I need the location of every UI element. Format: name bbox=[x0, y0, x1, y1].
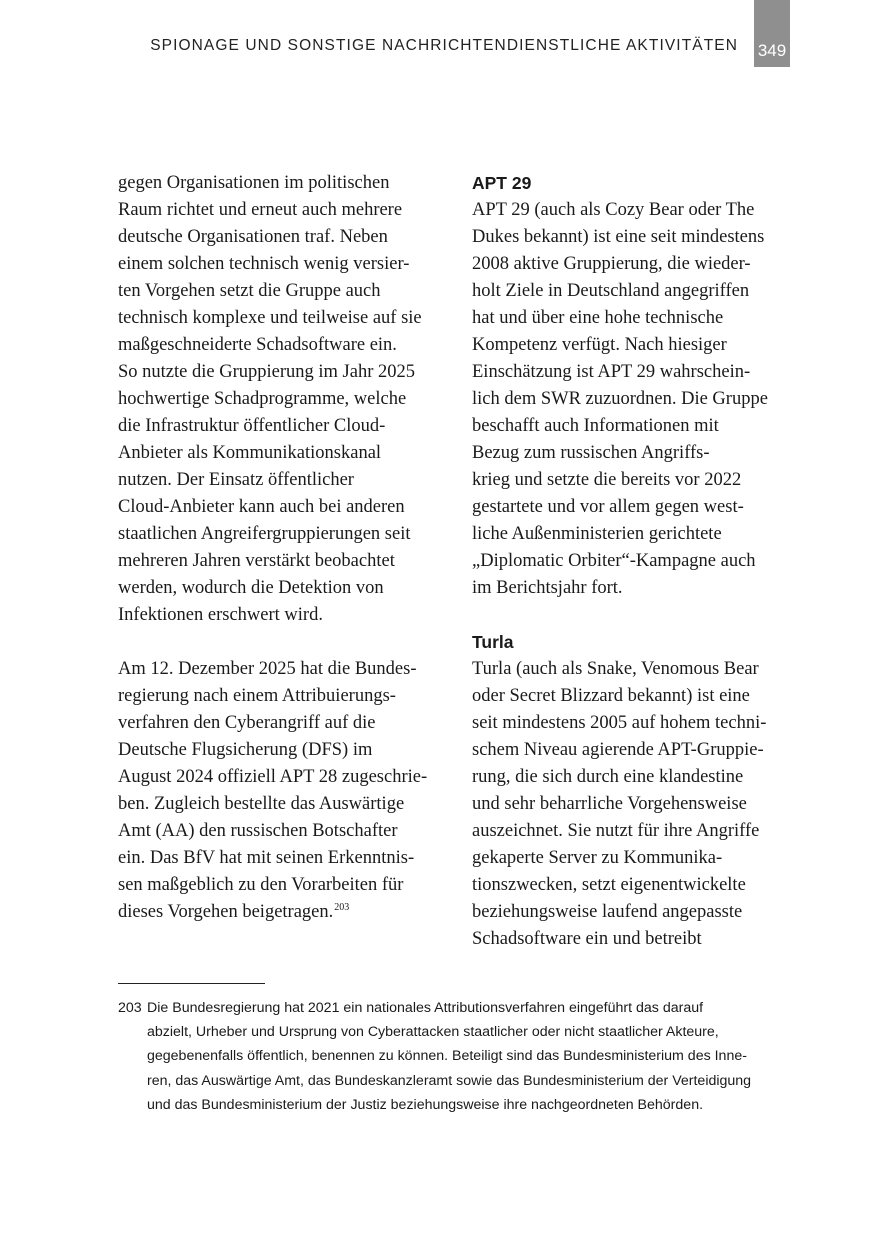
text-line: APT 29 (auch als Cozy Bear oder The bbox=[472, 200, 755, 220]
text-line: gekaperte Server zu Kommunika- bbox=[472, 848, 723, 868]
text-line: im Berichtsjahr fort. bbox=[472, 578, 623, 598]
text-line: krieg und setzte die bereits vor 2022 bbox=[472, 470, 742, 490]
text-line: „Diplomatic Orbiter“-Kampagne auch bbox=[472, 551, 756, 571]
section-heading-apt29: APT 29 bbox=[472, 173, 532, 193]
text-line: deutsche Organisationen traf. Neben bbox=[118, 227, 388, 247]
text-line: Bezug zum russischen Angriffs- bbox=[472, 443, 710, 463]
section-heading-turla: Turla bbox=[472, 632, 514, 652]
paragraph-apt29 bbox=[472, 197, 802, 602]
footnote-line: abzielt, Urheber und Ursprung von Cyberattacken staatlicher oder nicht staatlicher Akteure, bbox=[147, 1024, 719, 1041]
text-line: gestartete und vor allem gegen west- bbox=[472, 497, 744, 517]
paragraph-turla bbox=[472, 656, 802, 953]
left-column bbox=[118, 170, 448, 926]
text-line: beziehungsweise laufend angepasste bbox=[472, 902, 743, 922]
text-line: gegen Organisationen im politischen bbox=[118, 173, 390, 193]
text-line: Infektionen erschwert wird. bbox=[118, 605, 323, 625]
footnote-reference[interactable]: 203 bbox=[334, 902, 350, 913]
text-line: Kompetenz verfügt. Nach hiesiger bbox=[472, 335, 727, 355]
footnote-line: Die Bundesregierung hat 2021 ein nationales Attributionsverfahren eingeführt das darauf bbox=[147, 1000, 704, 1016]
text-line: Deutsche Flugsicherung (DFS) im bbox=[118, 740, 373, 760]
text-line: regierung nach einem Attribuierungs- bbox=[118, 686, 396, 706]
text-line: 2008 aktive Gruppierung, die wieder- bbox=[472, 254, 751, 274]
paragraph-dfs-attribution bbox=[118, 656, 448, 926]
footnote-number: 203 bbox=[118, 1000, 142, 1016]
text-line: und sehr beharrliche Vorgehensweise bbox=[472, 794, 747, 814]
text-line: Turla (auch als Snake, Venomous Bear bbox=[472, 659, 759, 679]
text-line: ten Vorgehen setzt die Gruppe auch bbox=[118, 281, 381, 301]
text-line: auszeichnet. Sie nutzt für ihre Angriffe bbox=[472, 821, 760, 841]
text-line: Anbieter als Kommunikationskanal bbox=[118, 443, 382, 463]
footnote-divider bbox=[118, 983, 265, 984]
text-line: tionszwecken, setzt eigenentwickelte bbox=[472, 875, 746, 895]
text-line: Amt (AA) den russischen Botschafter bbox=[118, 821, 398, 841]
paragraph-spacer bbox=[472, 602, 802, 629]
text-line: verfahren den Cyberangriff auf die bbox=[118, 713, 376, 733]
text-line: Am 12. Dezember 2025 hat die Bundes- bbox=[118, 659, 417, 679]
paragraph-spacer bbox=[118, 629, 448, 656]
text-line: Dukes bekannt) ist eine seit mindestens bbox=[472, 227, 765, 247]
text-line: seit mindestens 2005 auf hohem techni- bbox=[472, 713, 767, 733]
text-line: August 2024 offiziell APT 28 zugeschrie- bbox=[118, 767, 428, 787]
text-line: Raum richtet und erneut auch mehrere bbox=[118, 200, 403, 220]
text-line: Schadsoftware ein und betreibt bbox=[472, 929, 702, 949]
text-line: oder Secret Blizzard bekannt) ist eine bbox=[472, 686, 750, 706]
paragraph-attack-methods bbox=[118, 170, 448, 629]
text-line: staatlichen Angreifergruppierungen seit bbox=[118, 524, 411, 544]
text-line: rung, die sich durch eine klandestine bbox=[472, 767, 744, 787]
footnote-line: gegebenenfalls öffentlich, benennen zu können. Beteiligt sind das Bundesministerium des Inne- bbox=[147, 1048, 747, 1065]
text-line: So nutzte die Gruppierung im Jahr 2025 bbox=[118, 362, 415, 382]
text-line-content: dieses Vorgehen beigetragen. bbox=[118, 902, 334, 922]
page-number: 349 bbox=[754, 0, 790, 67]
text-line: nutzen. Der Einsatz öffentlicher bbox=[118, 470, 354, 490]
footnote-text bbox=[147, 996, 798, 1117]
text-line bbox=[118, 899, 448, 926]
footnote bbox=[118, 996, 798, 1117]
text-line: maßgeschneiderte Schadsoftware ein. bbox=[118, 335, 397, 355]
text-line: ben. Zugleich bestellte das Auswärtige bbox=[118, 794, 405, 814]
text-line: technisch komplexe und teilweise auf sie bbox=[118, 308, 422, 328]
text-line: mehreren Jahren verstärkt beobachtet bbox=[118, 551, 395, 571]
footnote-line: ren, das Auswärtige Amt, das Bundeskanzleramt sowie das Bundesministerium der Verteidigung bbox=[147, 1072, 752, 1089]
text-line: ein. Das BfV hat mit seinen Erkenntnis- bbox=[118, 848, 415, 868]
text-line: lich dem SWR zuzuordnen. Die Gruppe bbox=[472, 389, 768, 409]
text-line: werden, wodurch die Detektion von bbox=[118, 578, 384, 598]
footnote-line: und das Bundesministerium der Justiz beziehungsweise ihre nachgeordneten Behörden. bbox=[147, 1096, 704, 1113]
text-line: einem solchen technisch wenig versier- bbox=[118, 254, 410, 274]
text-line: schem Niveau agierende APT-Gruppie- bbox=[472, 740, 764, 760]
text-line: liche Außenministerien gerichtete bbox=[472, 524, 722, 544]
text-line: Einschätzung ist APT 29 wahrschein- bbox=[472, 362, 751, 382]
text-line: die Infrastruktur öffentlicher Cloud- bbox=[118, 416, 386, 436]
text-line: holt Ziele in Deutschland angegriffen bbox=[472, 281, 750, 301]
right-column bbox=[472, 170, 802, 953]
text-line: beschafft auch Informationen mit bbox=[472, 416, 719, 436]
text-line: sen maßgeblich zu den Vorarbeiten für bbox=[118, 875, 404, 895]
running-header-title: SPIONAGE UND SONSTIGE NACHRICHTENDIENSTLICHE AKTIVITÄTEN bbox=[150, 37, 738, 54]
text-line: Cloud-Anbieter kann auch bei anderen bbox=[118, 497, 405, 517]
text-line: hochwertige Schadprogramme, welche bbox=[118, 389, 407, 409]
text-line: hat und über eine hohe technische bbox=[472, 308, 724, 328]
